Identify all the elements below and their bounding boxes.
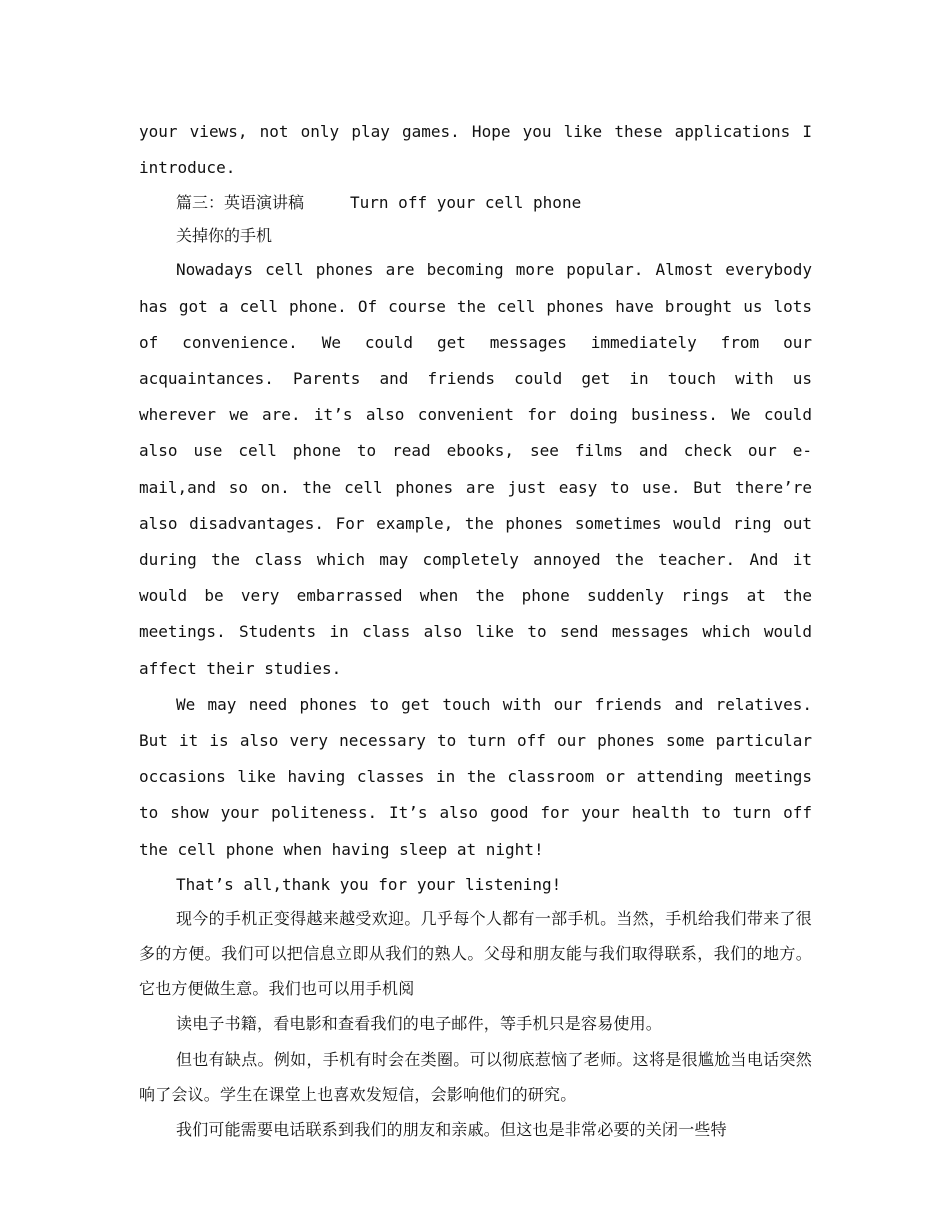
paragraph-english-1: Nowadays cell phones are becoming more popular. Almost everybody has got a cell phone. Of course the cell phones have brought us lots of convenience. We could get messages immediately from our acquaintances. Parents and friends could get in touch with us wherever we are. it’s also convenient for doing business. We could also use cell phone to read ebooks, see films and check our e-mail,and so on. the cell phones are just easy to use. But there’re also disadvantages. For example, the phones sometimes would ring out during the class which may completely annoyed the teacher. And it would be very embarrassed when the phone suddenly rings at the meetings. Students in class also like to send messages which would affect their studies. [139, 260, 812, 678]
section-label: 篇三：英语演讲稿 [176, 193, 305, 213]
paragraph-app-intro-end: your views, not only play games. Hope you like these applications I introduce. [139, 122, 812, 178]
section-title: Turn off your cell phone [350, 193, 582, 213]
paragraph-chinese-2: 读电子书籍，看电影和查看我们的电子邮件，等手机只是容易使用。 [176, 1014, 663, 1034]
paragraph-chinese-3: 但也有缺点。例如，手机有时会在类圈。可以彻底惹恼了老师。这将是很尴尬当电话突然响了会议。学生在课堂上也喜欢发短信，会影响他们的研究。 [139, 1049, 812, 1104]
paragraph-closing: That’s all,thank you for your listening! [176, 874, 562, 894]
paragraph-chinese-4: 我们可能需要电话联系到我们的朋友和亲戚。但这也是非常必要的关闭一些特 [176, 1120, 727, 1140]
section-heading [139, 186, 812, 219]
paragraph-chinese-1: 现今的手机正变得越来越受欢迎。几乎每个人都有一部手机。当然，手机给我们带来了很多的方便。我们可以把信息立即从我们的熟人。父母和朋友能与我们取得联系，我们的地方。它也方便做生意。我们也可以用手机阅 [139, 908, 812, 999]
document-body [139, 114, 812, 1147]
paragraph-english-2: We may need phones to get touch with our friends and relatives. But it is also very necessary to turn off our phones some particular occasions like having classes in the classroom or attending meetings to show your politeness. It’s also good for your health to turn off the cell phone when having sleep at night! [139, 694, 812, 859]
section-subtitle: 关掉你的手机 [176, 226, 273, 246]
